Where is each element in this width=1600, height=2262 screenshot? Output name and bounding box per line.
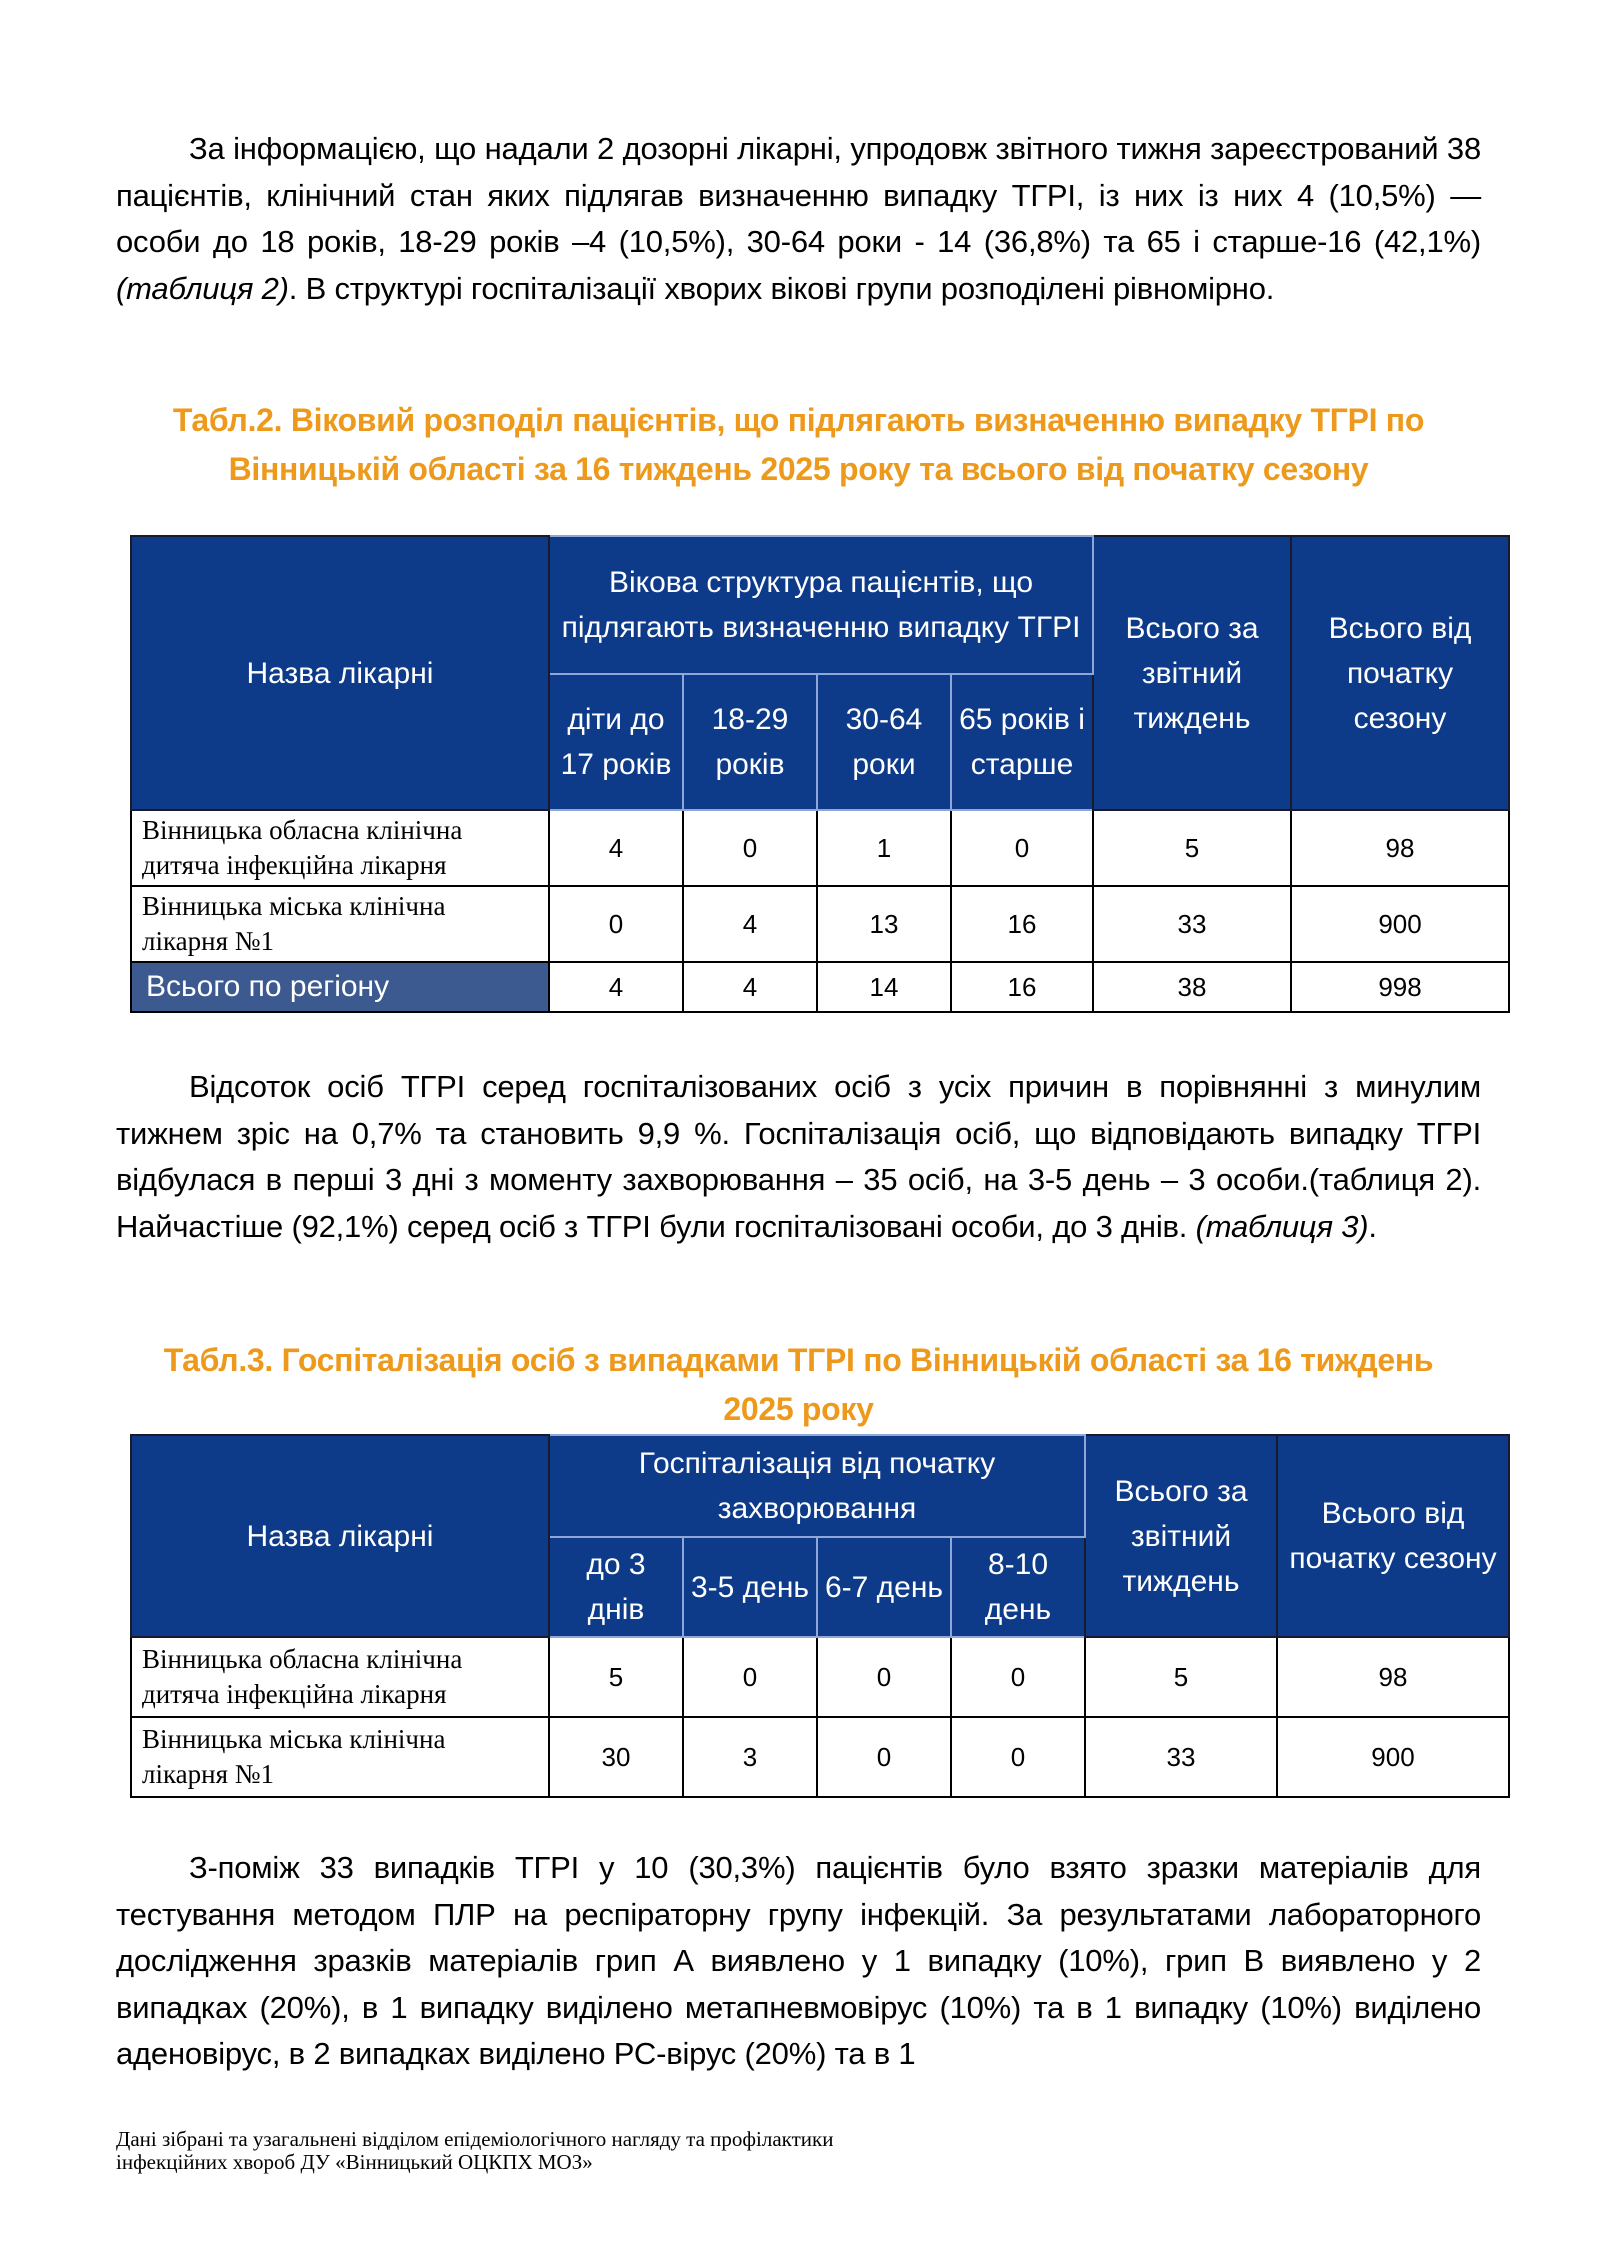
cell-value: 0 — [951, 1637, 1085, 1717]
intro-text: За інформацією, що надали 2 дозорні лікарні, упродовж звітного тижня зареєстрований 38 пацієнтів, клінічний стан яких підлягав визначенню випадку ТГРІ, із них із них 4 (10,5%) — особи до 18 років, 18-29 років –4 (10,5%), 30-64 роки - 14 (36,8%) та 65 і старше-16 (42,1%) — [116, 131, 1481, 259]
footer-line1: Дані зібрані та узагальнені відділом епідеміологічного нагляду та профілактики — [116, 2127, 834, 2151]
hospitalization-table-ref: (таблиця 3) — [1195, 1208, 1369, 1244]
col-season-total: Всього від початку сезону — [1291, 536, 1509, 810]
cell-value: 4 — [683, 886, 817, 962]
cell-value: 0 — [683, 1637, 817, 1717]
cell-value: 16 — [951, 886, 1093, 962]
col-season-total: Всього від початку сезону — [1277, 1435, 1509, 1637]
col-hospitalization-period: Госпіталізація від початку захворювання — [549, 1435, 1085, 1537]
laboratory-paragraph: З-поміж 33 випадків ТГРІ у 10 (30,3%) пацієнтів було взято зразки матеріалів для тестування методом ПЛР на респіраторну групу інфекцій. За результатами лабораторного дослідження зразків матеріалів грип А виявлено у 1 випадку (10%), грип В виявлено у 2 випадках (20%), в 1 випадку виділено метапневмовірус (10%) та в 1 випадку (10%) виділено аденовірус, в 2 випадках виділено РС-вірус (20%) та в 1 — [116, 1850, 1481, 2071]
cell-week-total: 5 — [1093, 810, 1291, 886]
col-week-total: Всього за звітний тиждень — [1085, 1435, 1277, 1637]
cell-value: 13 — [817, 886, 951, 962]
cell-season-total: 98 — [1277, 1637, 1509, 1717]
table2-caption-line2: Вінницькій області за 16 тиждень 2025 року та всього від початку сезону — [228, 451, 1369, 487]
table-row — [131, 810, 1509, 886]
cell-season-total: 98 — [1291, 810, 1509, 886]
row-hospital-name: Вінницька міська клінічна лікарня №1 — [131, 886, 549, 962]
row-hospital-name: Вінницька міська клінічна лікарня №1 — [131, 1717, 549, 1797]
row-hospital-name: Вінницька обласна клінічна дитяча інфекційна лікарня — [131, 810, 549, 886]
cell-week-total: 5 — [1085, 1637, 1277, 1717]
cell-value: 14 — [817, 962, 951, 1012]
table3-caption-line1: Табл.3. Госпіталізація осіб з випадками ТГРІ по Вінницькій області за 16 тиждень — [163, 1342, 1434, 1378]
table3-caption-line2: 2025 року — [723, 1391, 874, 1427]
intro-text-end: . В структурі госпіталізації хворих вікові групи розподілені рівномірно. — [288, 270, 1275, 306]
col-6-7-day: 6-7 день — [817, 1537, 951, 1637]
hospitalization-text: Відсоток осіб ТГРІ серед госпіталізованих осіб з усіх причин в порівнянні з минулим тижнем зріс на 0,7% та становить 9,9 %. Госпіталізація осіб, що відповідають випадку ТГРІ відбулася в перші 3 дні з моменту захворювання – 35 осіб, на 3-5 день – 3 особи.(таблиця 2). Найчастіше (92,1%) серед осіб з ТГРІ були госпіталізовані особи, до 3 днів. — [116, 1069, 1481, 1244]
intro-paragraph — [116, 126, 1481, 312]
col-up-to-3-days: до 3 днів — [549, 1537, 683, 1637]
cell-value: 0 — [817, 1717, 951, 1797]
cell-season-total: 998 — [1291, 962, 1509, 1012]
table-row — [131, 1717, 1509, 1797]
cell-season-total: 900 — [1277, 1717, 1509, 1797]
hospitalization-table — [130, 1434, 1510, 1798]
footer-note — [116, 2128, 1016, 2174]
cell-value: 0 — [549, 886, 683, 962]
cell-week-total: 33 — [1085, 1717, 1277, 1797]
row-hospital-name: Вінницька обласна клінічна дитяча інфекційна лікарня — [131, 1637, 549, 1717]
col-age-65-plus: 65 років і старше — [951, 674, 1093, 810]
col-age-children: діти до 17 років — [549, 674, 683, 810]
footer-line2: інфекційних хвороб ДУ «Вінницький ОЦКПХ МОЗ» — [116, 2150, 593, 2174]
cell-value: 5 — [549, 1637, 683, 1717]
cell-value: 0 — [817, 1637, 951, 1717]
hospitalization-paragraph — [116, 1064, 1481, 1250]
table-total-row — [131, 962, 1509, 1012]
cell-value: 4 — [683, 962, 817, 1012]
intro-table-ref: (таблиця 2) — [116, 270, 289, 306]
col-age-18-29: 18-29 років — [683, 674, 817, 810]
table3-caption — [116, 1336, 1481, 1434]
col-8-10-day: 8-10 день — [951, 1537, 1085, 1637]
cell-value: 16 — [951, 962, 1093, 1012]
cell-value: 0 — [951, 810, 1093, 886]
cell-value: 30 — [549, 1717, 683, 1797]
col-week-total: Всього за звітний тиждень — [1093, 536, 1291, 810]
table-row — [131, 886, 1509, 962]
hospitalization-text-end: . — [1368, 1208, 1377, 1244]
col-hospital-name: Назва лікарні — [131, 536, 549, 810]
col-hospital-name: Назва лікарні — [131, 1435, 549, 1637]
cell-value: 0 — [683, 810, 817, 886]
age-distribution-table — [130, 535, 1510, 1013]
total-row-label: Всього по регіону — [131, 962, 549, 1012]
col-3-5-day: 3-5 день — [683, 1537, 817, 1637]
table2-caption — [116, 396, 1481, 494]
cell-season-total: 900 — [1291, 886, 1509, 962]
col-age-30-64: 30-64 роки — [817, 674, 951, 810]
cell-value: 4 — [549, 962, 683, 1012]
col-age-group: Вікова структура пацієнтів, що підлягають визначенню випадку ТГРІ — [549, 536, 1093, 674]
cell-value: 1 — [817, 810, 951, 886]
table2-caption-line1: Табл.2. Віковий розподіл пацієнтів, що підлягають визначенню випадку ТГРІ по — [172, 402, 1425, 438]
cell-value: 4 — [549, 810, 683, 886]
table-row — [131, 1637, 1509, 1717]
cell-week-total: 33 — [1093, 886, 1291, 962]
cell-week-total: 38 — [1093, 962, 1291, 1012]
cell-value: 3 — [683, 1717, 817, 1797]
cell-value: 0 — [951, 1717, 1085, 1797]
